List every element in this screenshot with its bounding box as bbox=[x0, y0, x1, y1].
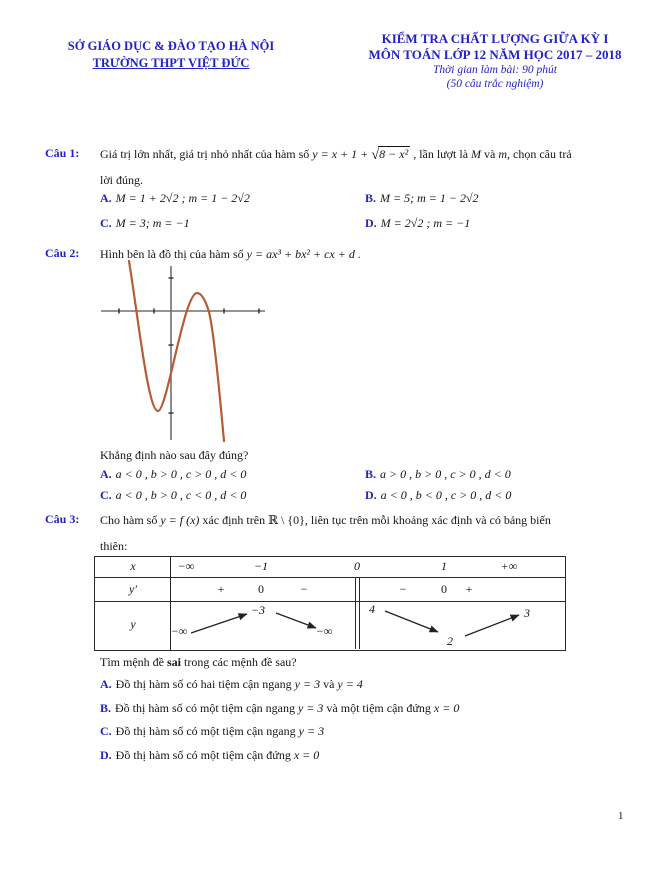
option-letter: A. bbox=[100, 191, 112, 205]
option-text: Đồ thị hàm số có một tiệm cận ngang bbox=[115, 701, 298, 715]
option-math: y = 3 bbox=[298, 724, 325, 738]
q2-option-b bbox=[365, 466, 511, 483]
y-max: −3 bbox=[250, 603, 266, 617]
option-letter: A. bbox=[100, 677, 112, 691]
dy-sign: 0 bbox=[441, 582, 447, 596]
q3-option-a bbox=[100, 676, 363, 693]
sqrt-icon: √ bbox=[371, 147, 380, 163]
q1-var-M: M bbox=[471, 147, 482, 161]
x-value: 1 bbox=[441, 559, 447, 573]
arrow-down-icon bbox=[276, 613, 316, 628]
option-letter: C. bbox=[100, 488, 112, 502]
header-school-block bbox=[40, 38, 302, 72]
q3-pre: Cho hàm số bbox=[100, 513, 158, 527]
option-letter: D. bbox=[100, 748, 112, 762]
variation-arrows bbox=[95, 557, 567, 652]
option-text: và một tiệm cận đứng bbox=[323, 701, 434, 715]
header-department: SỞ GIÁO DỤC & ĐÀO TẠO HÀ NỘI bbox=[67, 39, 275, 53]
option-text: Đồ thị hàm số có một tiệm cận ngang bbox=[115, 724, 299, 738]
q1-intro: Giá trị lớn nhất, giá trị nhỏ nhất của hàm số bbox=[100, 147, 310, 161]
y-limit: 4 bbox=[369, 602, 375, 616]
option-text: a > 0 , b > 0 , c > 0 , d < 0 bbox=[380, 467, 511, 481]
option-text: M = 1 + 2√2 ; m = 1 − 2√2 bbox=[115, 191, 250, 205]
exam-duration: Thời gian làm bài: 90 phút bbox=[432, 64, 558, 76]
y-limit: −∞ bbox=[315, 624, 333, 638]
q1-option-a bbox=[100, 190, 250, 207]
option-text: Đồ thị hàm số có một tiệm cận đứng bbox=[115, 748, 294, 762]
q1-outro1: , lần lượt là bbox=[410, 147, 472, 161]
option-text: Đồ thị hàm số có hai tiệm cận ngang bbox=[115, 677, 295, 691]
row-y-label: y bbox=[130, 617, 136, 631]
arrow-up-icon bbox=[191, 614, 247, 633]
q2-math: y = ax³ + bx² + cx + d . bbox=[246, 247, 361, 261]
header-exam-block bbox=[328, 31, 662, 91]
q3-mid: xác định trên bbox=[202, 513, 266, 527]
y-min: 2 bbox=[447, 634, 453, 648]
q2-option-a bbox=[100, 466, 246, 483]
option-letter: A. bbox=[100, 467, 112, 481]
option-letter: B. bbox=[100, 701, 112, 715]
x-value: −∞ bbox=[177, 559, 195, 573]
q2-option-c bbox=[100, 487, 246, 504]
q1-outro2: và bbox=[481, 147, 499, 161]
q3-math-fx: y = f (x) bbox=[160, 513, 200, 527]
option-text: M = 3; m = −1 bbox=[115, 216, 190, 230]
q1-outro3: , chọn câu trả bbox=[507, 147, 572, 161]
option-text: a < 0 , b > 0 , c > 0 , d < 0 bbox=[115, 467, 247, 481]
y-limit: 3 bbox=[524, 606, 530, 620]
option-text: a < 0 , b > 0 , c < 0 , d < 0 bbox=[115, 488, 247, 502]
q3-post: , liên tục trên mỗi khoảng xác định và có bảng biến bbox=[304, 513, 551, 527]
q2-question: Khẳng định nào sau đây đúng? bbox=[100, 448, 249, 462]
option-text: M = 5; m = 1 − 2√2 bbox=[380, 191, 479, 205]
q3-question-post: trong các mệnh đề sau? bbox=[181, 655, 297, 669]
q1-text-line1 bbox=[100, 146, 572, 164]
q3-question bbox=[100, 654, 297, 671]
option-math: x = 0 bbox=[433, 701, 460, 715]
cubic-graph-svg bbox=[94, 258, 324, 448]
q3-option-b bbox=[100, 700, 459, 717]
dy-sign: + bbox=[217, 582, 225, 596]
row-dy-label: y′ bbox=[129, 582, 137, 596]
option-math: x = 0 bbox=[293, 748, 320, 762]
x-value: +∞ bbox=[500, 559, 518, 573]
option-math: y = 4 bbox=[337, 677, 363, 691]
q1-math-prefix: y = x + 1 + bbox=[312, 147, 369, 161]
q3-text-line2: thiên: bbox=[100, 539, 128, 553]
arrow-down-icon bbox=[385, 611, 438, 632]
cubic-graph-figure bbox=[94, 258, 324, 448]
variation-table bbox=[94, 556, 566, 651]
exam-title-line1: KIỂM TRA CHẤT LƯỢNG GIỮA KỲ I bbox=[381, 31, 609, 46]
q3-set: ℝ \ {0} bbox=[268, 513, 305, 527]
exam-note: (50 câu trắc nghiệm) bbox=[446, 78, 544, 90]
dy-sign: − bbox=[300, 582, 308, 596]
option-text: và bbox=[320, 677, 338, 691]
q2-option-d bbox=[365, 487, 511, 504]
row-x-label: x bbox=[130, 559, 136, 573]
q1-radicand: 8 − x² bbox=[379, 147, 409, 161]
dy-sign: − bbox=[399, 582, 407, 596]
q1-var-m: m bbox=[498, 147, 508, 161]
option-letter: B. bbox=[365, 191, 377, 205]
q3-text-line1 bbox=[100, 512, 551, 529]
q1-option-d bbox=[365, 215, 470, 232]
option-math: y = 3 bbox=[297, 701, 324, 715]
option-text: M = 2√2 ; m = −1 bbox=[380, 216, 471, 230]
page-number: 1 bbox=[618, 810, 624, 822]
option-letter: D. bbox=[365, 488, 377, 502]
arrow-up-icon bbox=[465, 615, 519, 636]
q3-option-d bbox=[100, 747, 319, 764]
x-value: −1 bbox=[253, 559, 269, 573]
option-math: y = 3 bbox=[294, 677, 321, 691]
q2-intro: Hình bên là đồ thị của hàm số bbox=[100, 247, 244, 261]
header-school-name: TRƯỜNG THPT VIỆT ĐỨC bbox=[92, 56, 250, 70]
x-value: 0 bbox=[354, 559, 360, 573]
q1-label: Câu 1: bbox=[45, 146, 80, 160]
q2-label: Câu 2: bbox=[45, 246, 80, 260]
option-letter: B. bbox=[365, 467, 377, 481]
option-letter: D. bbox=[365, 216, 377, 230]
option-letter: C. bbox=[100, 216, 112, 230]
dy-sign: 0 bbox=[258, 582, 264, 596]
exam-title-line2: MÔN TOÁN LỚP 12 NĂM HỌC 2017 – 2018 bbox=[368, 47, 622, 62]
q3-question-bold: sai bbox=[166, 655, 181, 669]
q1-option-b bbox=[365, 190, 479, 207]
dy-sign: + bbox=[465, 582, 473, 596]
cubic-curve bbox=[129, 261, 224, 441]
y-limit: −∞ bbox=[170, 624, 188, 638]
q3-label: Câu 3: bbox=[45, 512, 80, 526]
q3-option-c bbox=[100, 723, 324, 740]
option-letter: C. bbox=[100, 724, 112, 738]
option-text: a < 0 , b < 0 , c > 0 , d < 0 bbox=[380, 488, 512, 502]
q1-text-line2: lời đúng. bbox=[100, 173, 144, 187]
q1-option-c bbox=[100, 215, 190, 232]
q3-question-pre: Tìm mệnh đề bbox=[100, 655, 167, 669]
